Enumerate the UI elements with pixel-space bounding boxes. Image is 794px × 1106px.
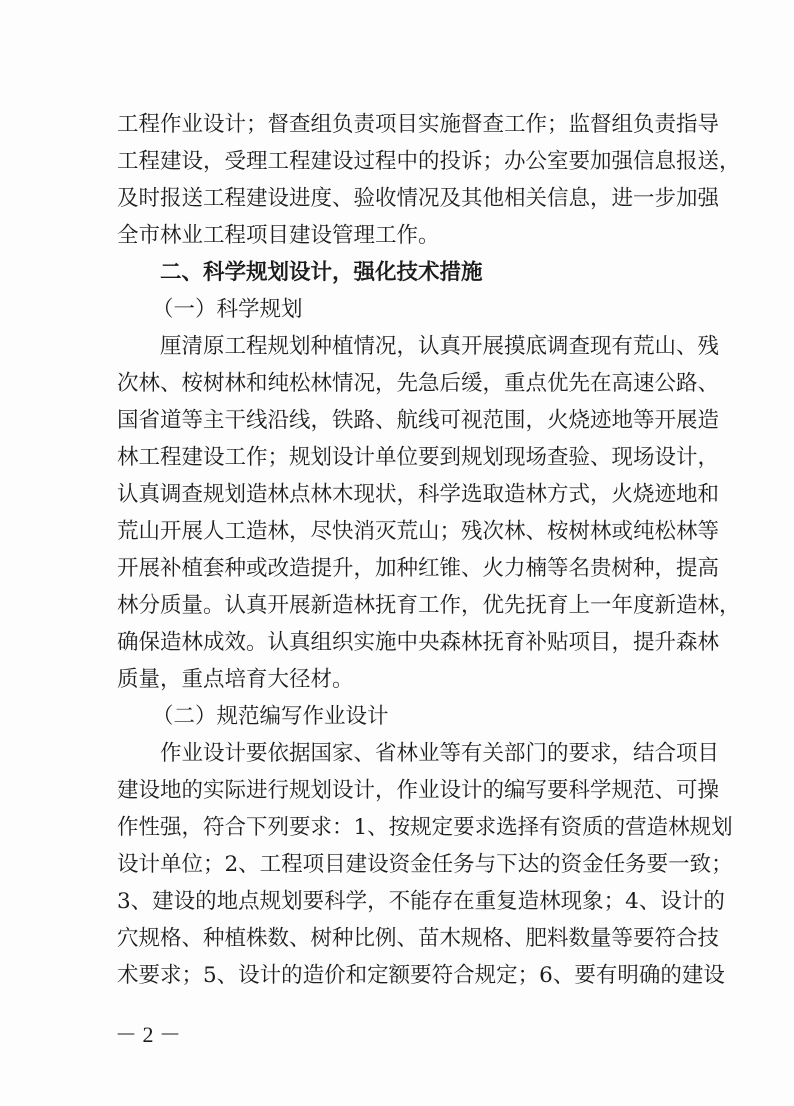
paragraph-line: 荒山开展人工造林，尽快消灭荒山；残次林、桉树林或纯松林等 — [117, 519, 720, 544]
paragraph-line: 作性强，符合下列要求：1、按规定要求选择有资质的营造林规划 — [117, 815, 733, 840]
paragraph-line: 厘清原工程规划种植情况，认真开展摸底调查现有荒山、残 — [160, 334, 720, 359]
paragraph-line: 开展补植套种或改造提升，加种红锥、火力楠等名贵树种，提高 — [117, 556, 720, 581]
paragraph-line: 林分质量。认真开展新造林抚育工作，优先抚育上一年度新造林， — [117, 593, 741, 618]
paragraph-line: 认真调查规划造林点林木现状，科学选取造林方式，火烧迹地和 — [117, 482, 720, 507]
paragraph-line: 质量，重点培育大径材。 — [117, 667, 354, 692]
paragraph-line: 及时报送工程建设进度、验收情况及其他相关信息，进一步加强 — [117, 186, 720, 211]
paragraph-line: 建设地的实际进行规划设计，作业设计的编写要科学规范、可操 — [117, 778, 720, 803]
paragraph-line: 工程作业设计；督查组负责项目实施督查工作；监督组负责指导 — [117, 112, 720, 137]
section-heading: 二、科学规划设计，强化技术措施 — [160, 260, 483, 285]
paragraph-line: 次林、桉树林和纯松林情况，先急后缓，重点优先在高速公路、 — [117, 371, 720, 396]
paragraph-line: 3、建设的地点规划要科学，不能存在重复造林现象；4、设计的 — [117, 889, 725, 914]
paragraph-line: 确保造林成效。认真组织实施中央森林抚育补贴项目，提升森林 — [117, 630, 720, 655]
paragraph-line: 国省道等主干线沿线，铁路、航线可视范围，火烧迹地等开展造 — [117, 408, 720, 433]
paragraph-line: 林工程建设工作；规划设计单位要到规划现场查验、现场设计， — [117, 445, 720, 470]
paragraph-line: 全市林业工程项目建设管理工作。 — [117, 223, 440, 248]
paragraph-line: 穴规格、种植株数、树种比例、苗木规格、肥料数量等要符合技 — [117, 926, 720, 951]
page-number: － 2 － — [115, 1022, 182, 1047]
paragraph-line: 设计单位；2、工程项目建设资金任务与下达的资金任务要一致； — [117, 852, 733, 877]
paragraph-line: 作业设计要依据国家、省林业等有关部门的要求，结合项目 — [160, 741, 720, 766]
subsection-heading: （二）规范编写作业设计 — [152, 704, 389, 729]
paragraph-line: 工程建设，受理工程建设过程中的投诉；办公室要加强信息报送， — [117, 149, 741, 174]
subsection-heading: （一）科学规划 — [152, 297, 303, 322]
paragraph-line: 术要求；5、设计的造价和定额要符合规定；6、要有明确的建设 — [117, 963, 725, 988]
